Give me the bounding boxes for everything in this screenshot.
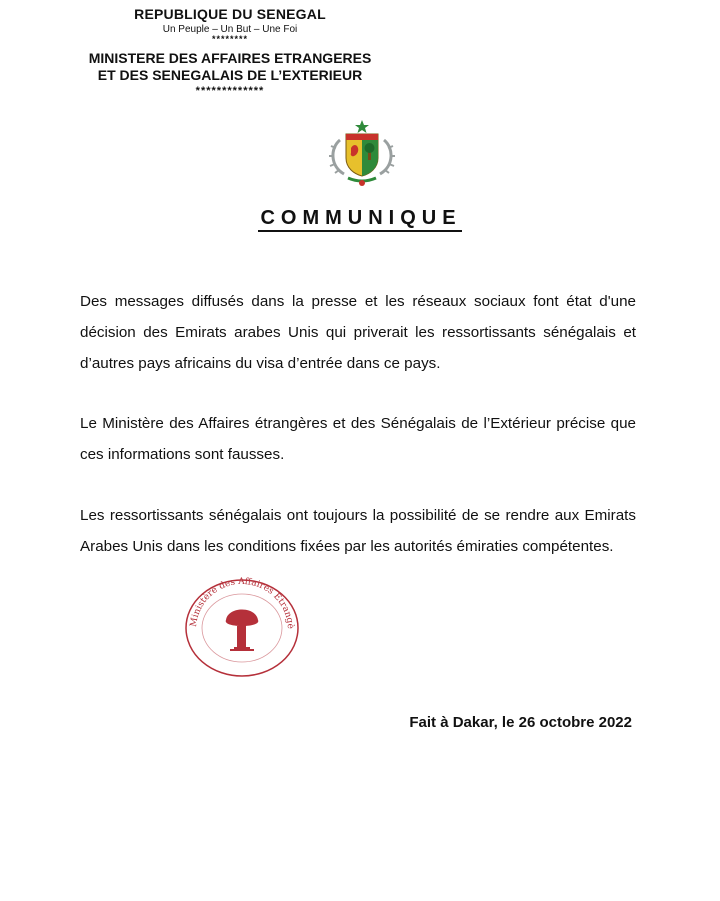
ministry-stamp-icon xyxy=(176,568,306,680)
ministry-name-line1: MINISTERE DES AFFAIRES ETRANGERES xyxy=(88,50,372,66)
separator-stars-long: ************* xyxy=(195,85,265,97)
signature-date: Fait à Dakar, le 26 octobre 2022 xyxy=(409,714,632,731)
separator-stars: ******** xyxy=(211,34,249,44)
republic-title: REPUBLIQUE DU SENEGAL xyxy=(134,6,326,22)
ministry-name-line2: ET DES SENEGALAIS DE L’EXTERIEUR xyxy=(97,67,363,83)
coat-of-arms-icon xyxy=(322,118,402,188)
communique-title xyxy=(0,207,720,230)
paragraph-2: Le Ministère des Affaires étrangères et des Sénégalais de l’Extérieur précise que ces informations sont fausses. xyxy=(80,415,636,463)
paragraph-3: Les ressortissants sénégalais ont toujours la possibilité de se rendre aux Emirats Arabes Unis dans les conditions fixées par les autorités émiraties compétentes. xyxy=(80,507,636,555)
communique-title-text: COMMUNIQUE xyxy=(258,207,461,232)
stamp-text: Ministère des Affaires Etrangè xyxy=(188,576,296,630)
letterhead xyxy=(70,6,390,96)
national-motto: Un Peuple – Un But – Une Foi xyxy=(162,24,298,35)
paragraph-1: Des messages diffusés dans la presse et les réseaux sociaux font état d'une décision des Emirats arabes Unis qui priverait les ressortissants sénégalais et d’autres pays africains du visa d’entrée dans ce pays. xyxy=(80,293,636,372)
